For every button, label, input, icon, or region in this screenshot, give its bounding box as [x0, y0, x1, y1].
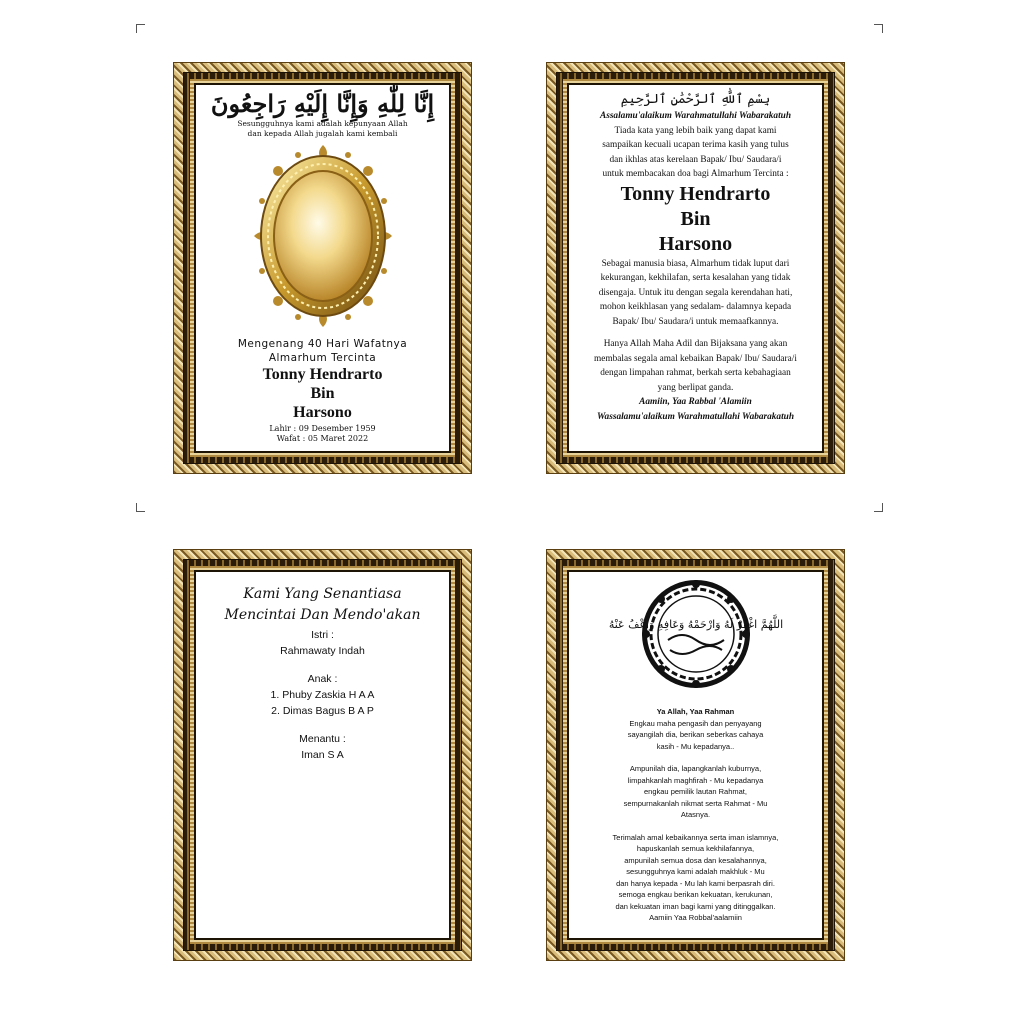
in-law-label: Menantu : [299, 733, 346, 745]
almarhum-label: Almarhum Tercinta [268, 352, 377, 364]
crop-mark-bottom-right [874, 503, 883, 512]
family-heading-line-1: Kami Yang Senantiasa [243, 586, 402, 602]
prayer-line: hapuskanlah semua kekhilafannya, [636, 844, 755, 853]
circular-calligraphy-icon [608, 578, 783, 690]
card-paper [567, 83, 824, 453]
card-paper [567, 570, 824, 940]
paragraph-line: sampaikan kecuali ucapan terima kasih yang tulus [602, 140, 789, 150]
child-item: 2. Dimas Bagus B A P [271, 705, 374, 717]
prayer-line: semoga engkau berikan kekuatan, kerukunan, [618, 890, 773, 899]
prayer-line: sayangilah dia, berikan seberkas cahaya [627, 730, 764, 739]
paragraph-line: membalas segala amal kebaikan Bapak/ Ibu/ Saudara/i [594, 353, 797, 364]
paragraph-line: yang berlipat ganda. [657, 382, 734, 393]
prayer-line: dan hanya kepada - Mu lah kami berpasrah diri. [616, 878, 775, 888]
prayer-line: limpahkanlah maghfirah - Mu kepadanya [627, 775, 764, 785]
prayer-line: Terimalah amal kebaikannya serta iman islamnya, [612, 832, 779, 842]
arabic-inna-lillahi: إِنَّا لِلّٰهِ وَإِنَّا إِلَيْهِ رَاجِعُونَ [210, 89, 435, 118]
prayer-line: kasih - Mu kepadanya.. [656, 741, 735, 751]
paragraph-line: disengaja. Untuk itu dengan segala kerendahan hati, [598, 287, 793, 298]
card-memorial-cover [173, 62, 472, 474]
prayer-title: Ya Allah, Yaa Rahman [656, 707, 735, 716]
prayer-line: sempurnakanlah nikmat serta Rahmat - Mu [623, 798, 768, 808]
prayer-line: engkau pemilik lautan Rahmat, [644, 787, 747, 796]
card-prayer [546, 549, 845, 961]
prayer-line: dan kekuatan iman bagi kami yang ditinggalkan. [615, 901, 776, 911]
prayer-line: Ampunilah dia, lapangkanlah kuburnya, [629, 764, 762, 773]
birth-date: Lahir : 09 Desember 1959 [269, 424, 376, 433]
paragraph-line: Sebagai manusia biasa, Almarhum tidak luput dari [601, 258, 790, 269]
deceased-bin: Bin [310, 385, 335, 402]
children-label: Anak : [307, 673, 338, 685]
paragraph-line: Bapak/ Ibu/ Saudara/i untuk memaafkannya. [612, 316, 779, 327]
deceased-bin: Bin [680, 207, 711, 230]
card-thank-you [546, 62, 845, 474]
child-item: 1. Phuby Zaskia H A A [270, 689, 375, 701]
card-paper [194, 570, 451, 940]
crop-mark-bottom-left [136, 503, 145, 512]
deceased-father-name: Harsono [658, 232, 733, 255]
paragraph-line: Hanya Allah Maha Adil dan Bijaksana yang akan [603, 339, 788, 349]
opening-salam: Assalamu'alaikum Warahmatullahi Wabarakatuh [600, 111, 791, 121]
commemoration-line: Mengenang 40 Hari Wafatnya [237, 338, 408, 350]
paragraph-line: mohon keikhlasan yang sedalam- dalamnya kepada [599, 302, 792, 312]
prayer-line: Engkau maha pengasih dan penyayang [629, 718, 762, 728]
translation-line-1: Sesungguhnya kami adalah kepunyaan Allah [237, 119, 408, 128]
paragraph-line: dengan limpahan rahmat, berkah serta kebahagiaan [600, 368, 791, 378]
prayer-line: sesungguhnya kami adalah makhluk - Mu [626, 867, 765, 876]
family-heading-line-2: Mencintai Dan Mendo'akan [224, 607, 421, 623]
crop-mark-top-left [136, 24, 145, 33]
paragraph-line: untuk membacakan doa bagi Almarhum Tercinta : [602, 169, 789, 179]
deceased-name: Tonny Hendrarto [620, 182, 771, 205]
calligraphy-text: اللَّهُمَّ اغْفِرْ لَهُ وَارْحَمْهُ وَعَافِهِ وَاعْفُ عَنْهُ [608, 618, 783, 631]
crop-mark-top-right [874, 24, 883, 33]
basmalah-calligraphy: بِسْمِ ٱللَّٰهِ ٱلرَّحْمَٰنِ ٱلرَّحِيمِ [620, 92, 771, 107]
wife-label: Istri : [311, 629, 334, 641]
closing-salam: Wassalamu'alaikum Warahmatullahi Wabarakatuh [596, 411, 795, 422]
paragraph-line: Tiada kata yang lebih baik yang dapat kami [614, 125, 777, 136]
deceased-father-name: Harsono [293, 404, 352, 421]
card-family [173, 549, 472, 961]
paragraph-line: dan ikhlas atas kerelaan Bapak/ Ibu/ Saudara/i [609, 154, 782, 165]
in-law-name: Iman S A [301, 749, 344, 761]
amin-line: Aamiin, Yaa Rabbal 'Alamiin [639, 397, 752, 407]
deceased-name: Tonny Hendrarto [262, 366, 383, 383]
death-date: Wafat : 05 Maret 2022 [276, 434, 369, 443]
card-paper [194, 83, 451, 453]
wife-name: Rahmawaty Indah [280, 645, 365, 657]
prayer-line: ampunilah semua dosa dan kesalahannya, [624, 855, 767, 865]
paragraph-line: kekurangan, kekhilafan, serta kesalahan yang tidak [600, 273, 791, 283]
prayer-line: Aamiin Yaa Robbal'aalamiin [649, 913, 742, 922]
translation-line-2: dan kepada Allah jugalah kami kembali [247, 129, 398, 138]
gold-oval-frame-icon [248, 141, 398, 331]
prayer-line: Atasnya. [680, 810, 711, 819]
